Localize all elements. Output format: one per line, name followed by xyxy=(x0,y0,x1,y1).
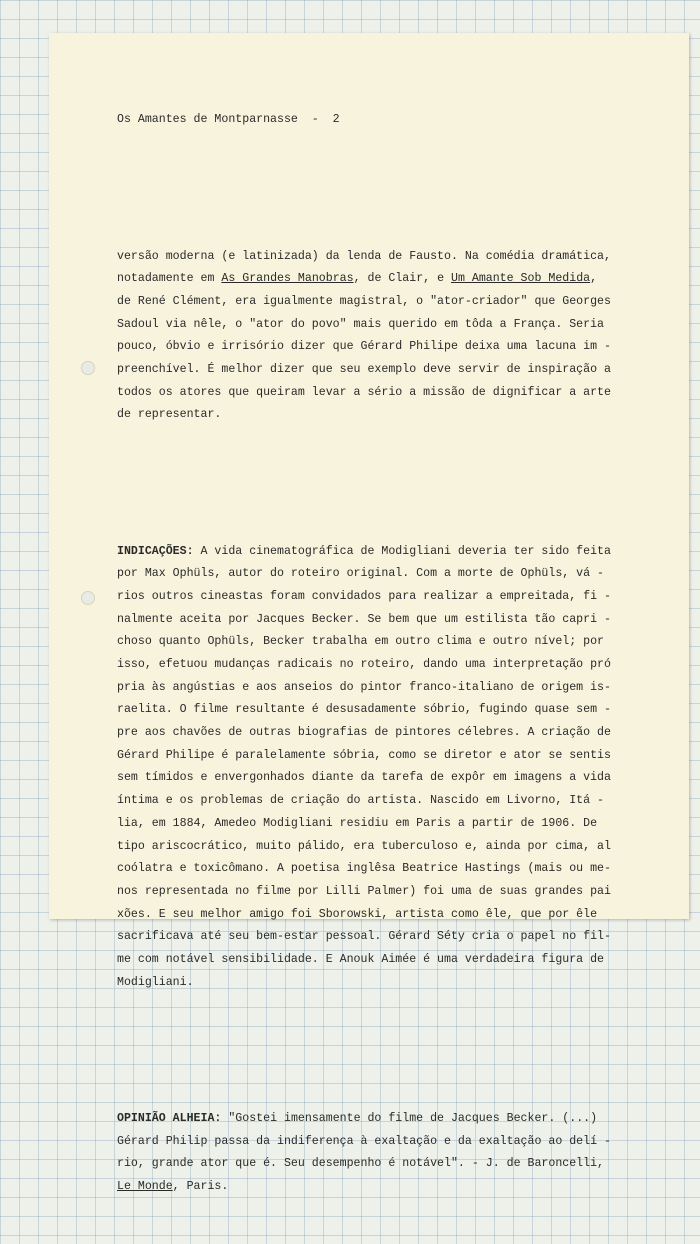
text-line xyxy=(117,904,677,927)
text-segment: Gérard Philipe é paralelamente sóbria, como se diretor e ator se sentis xyxy=(117,748,611,762)
text-line xyxy=(117,790,677,813)
text-segment: de representar. xyxy=(117,408,222,422)
text-segment: rios outros cineastas foram convidados para realizar a empreitada, fi - xyxy=(117,589,611,603)
text-line xyxy=(117,382,677,405)
text-line xyxy=(117,813,677,836)
text-line xyxy=(117,359,677,382)
text-line xyxy=(117,677,677,700)
text-line xyxy=(117,1131,677,1154)
text-segment: , de Clair, e xyxy=(353,272,451,286)
punch-hole xyxy=(81,361,95,375)
text-line xyxy=(117,586,677,609)
text-line xyxy=(117,699,677,722)
text-segment: raelita. O filme resultante é desusadamente sóbrio, fugindo quase sem - xyxy=(117,703,611,717)
text-segment: pouco, óbvio e irrisório dizer que Gérard Philipe deixa uma lacuna im - xyxy=(117,340,611,354)
page-header: Os Amantes de Montparnasse - 2 xyxy=(117,113,340,127)
text-segment: Modigliani. xyxy=(117,975,194,989)
paragraph-indicacoes xyxy=(117,541,677,995)
text-line xyxy=(117,722,677,745)
text-line xyxy=(117,972,677,995)
text-segment: Sadoul via nêle, o "ator do povo" mais querido em tôda a França. Seria xyxy=(117,317,605,331)
text-line xyxy=(117,654,677,677)
text-line xyxy=(117,745,677,768)
text-line xyxy=(117,1108,677,1131)
text-segment: versão moderna (e latinizada) da lenda de Fausto. Na comédia dramática, xyxy=(117,249,611,263)
text-line xyxy=(117,881,677,904)
underlined-title: Um Amante Sob Medida xyxy=(450,272,591,286)
text-line xyxy=(117,858,677,881)
text-segment: preenchível. É melhor dizer que seu exemplo deve servir de inspiração a xyxy=(117,363,611,377)
text-segment: nos representada no filme por Lilli Palmer) foi uma de suas grandes pai xyxy=(117,884,611,898)
underlined-title: Le Monde xyxy=(117,1179,173,1193)
text-line xyxy=(117,314,677,337)
text-segment: xões. E seu melhor amigo foi Sborowski, artista como êle, que por êle xyxy=(117,907,598,921)
text-segment: A vida cinematográfica de Modigliani deveria ter sido feita xyxy=(193,544,611,558)
text-segment: nalmente aceita por Jacques Becker. Se bem que um estilista tão capri - xyxy=(117,612,611,626)
text-segment: íntima e os problemas de criação do artista. Nascido em Livorno, Itá - xyxy=(117,794,605,808)
text-segment: isso, efetuou mudanças radicais no roteiro, dando uma interpretação pró xyxy=(117,658,611,672)
text-segment: rio, grande ator que é. Seu desempenho é notável". - J. de Baroncelli, xyxy=(117,1157,605,1171)
text-segment: lia, em 1884, Amedeo Modigliani residiu em Paris a partir de 1906. De xyxy=(117,816,598,830)
text-line xyxy=(117,767,677,790)
text-line xyxy=(117,541,677,564)
text-line xyxy=(117,268,677,291)
text-line xyxy=(117,926,677,949)
text-line xyxy=(117,1153,677,1176)
text-segment: choso quanto Ophüls, Becker trabalha em outro clima e outro nível; por xyxy=(117,635,605,649)
typewritten-page xyxy=(49,33,689,1193)
underlined-title: As Grandes Manobras xyxy=(221,272,354,286)
text-line xyxy=(117,291,677,314)
paragraph-1 xyxy=(117,246,677,428)
text-line xyxy=(117,836,677,859)
text-line xyxy=(117,1176,677,1199)
text-segment: pria às angústias e aos anseios do pintor franco-italiano de origem is- xyxy=(117,680,611,694)
text-segment: de René Clément, era igualmente magistral, o "ator-criador" que Georges xyxy=(117,294,611,308)
punch-hole xyxy=(81,591,95,605)
text-segment: coólatra e toxicômano. A poetisa inglêsa Beatrice Hastings (mais ou me- xyxy=(117,862,611,876)
page-text xyxy=(117,64,677,1244)
paragraph-opiniao-alheia xyxy=(117,1108,677,1199)
text-segment: "Gostei imensamente do filme de Jacques Becker. (...) xyxy=(221,1111,598,1125)
text-segment: me com notável sensibilidade. E Anouk Aimée é uma verdadeira figura de xyxy=(117,952,605,966)
text-line xyxy=(117,404,677,427)
text-segment: por Max Ophüls, autor do roteiro original. Com a morte de Ophüls, vá - xyxy=(117,567,605,581)
text-line xyxy=(117,246,677,269)
text-segment: sacrificava até seu bem-estar pessoal. Gérard Séty cria o papel no fil- xyxy=(117,930,611,944)
text-line xyxy=(117,336,677,359)
text-segment: sem tímidos e envergonhados diante da tarefa de expôr em imagens a vida xyxy=(117,771,611,785)
text-line xyxy=(117,609,677,632)
text-segment: todos os atores que queiram levar a sério a missão de dignificar a arte xyxy=(117,385,611,399)
text-line xyxy=(117,563,677,586)
text-segment: tipo ariscocrático, muito pálido, era tuberculoso e, ainda por cima, al xyxy=(117,839,611,853)
text-line xyxy=(117,631,677,654)
text-segment: , xyxy=(590,272,598,286)
text-segment: pre aos chavões de outras biografias de pintores célebres. A criação de xyxy=(117,726,611,740)
section-heading: OPINIÃO ALHEIA: xyxy=(117,1111,222,1125)
section-heading: INDICAÇÕES: xyxy=(117,544,194,558)
text-segment: Gérard Philip passa da indiferença à exaltação e da exaltação ao delí - xyxy=(117,1134,611,1148)
text-line xyxy=(117,949,677,972)
text-segment: , Paris. xyxy=(172,1179,229,1193)
text-segment: notadamente em xyxy=(117,272,222,286)
